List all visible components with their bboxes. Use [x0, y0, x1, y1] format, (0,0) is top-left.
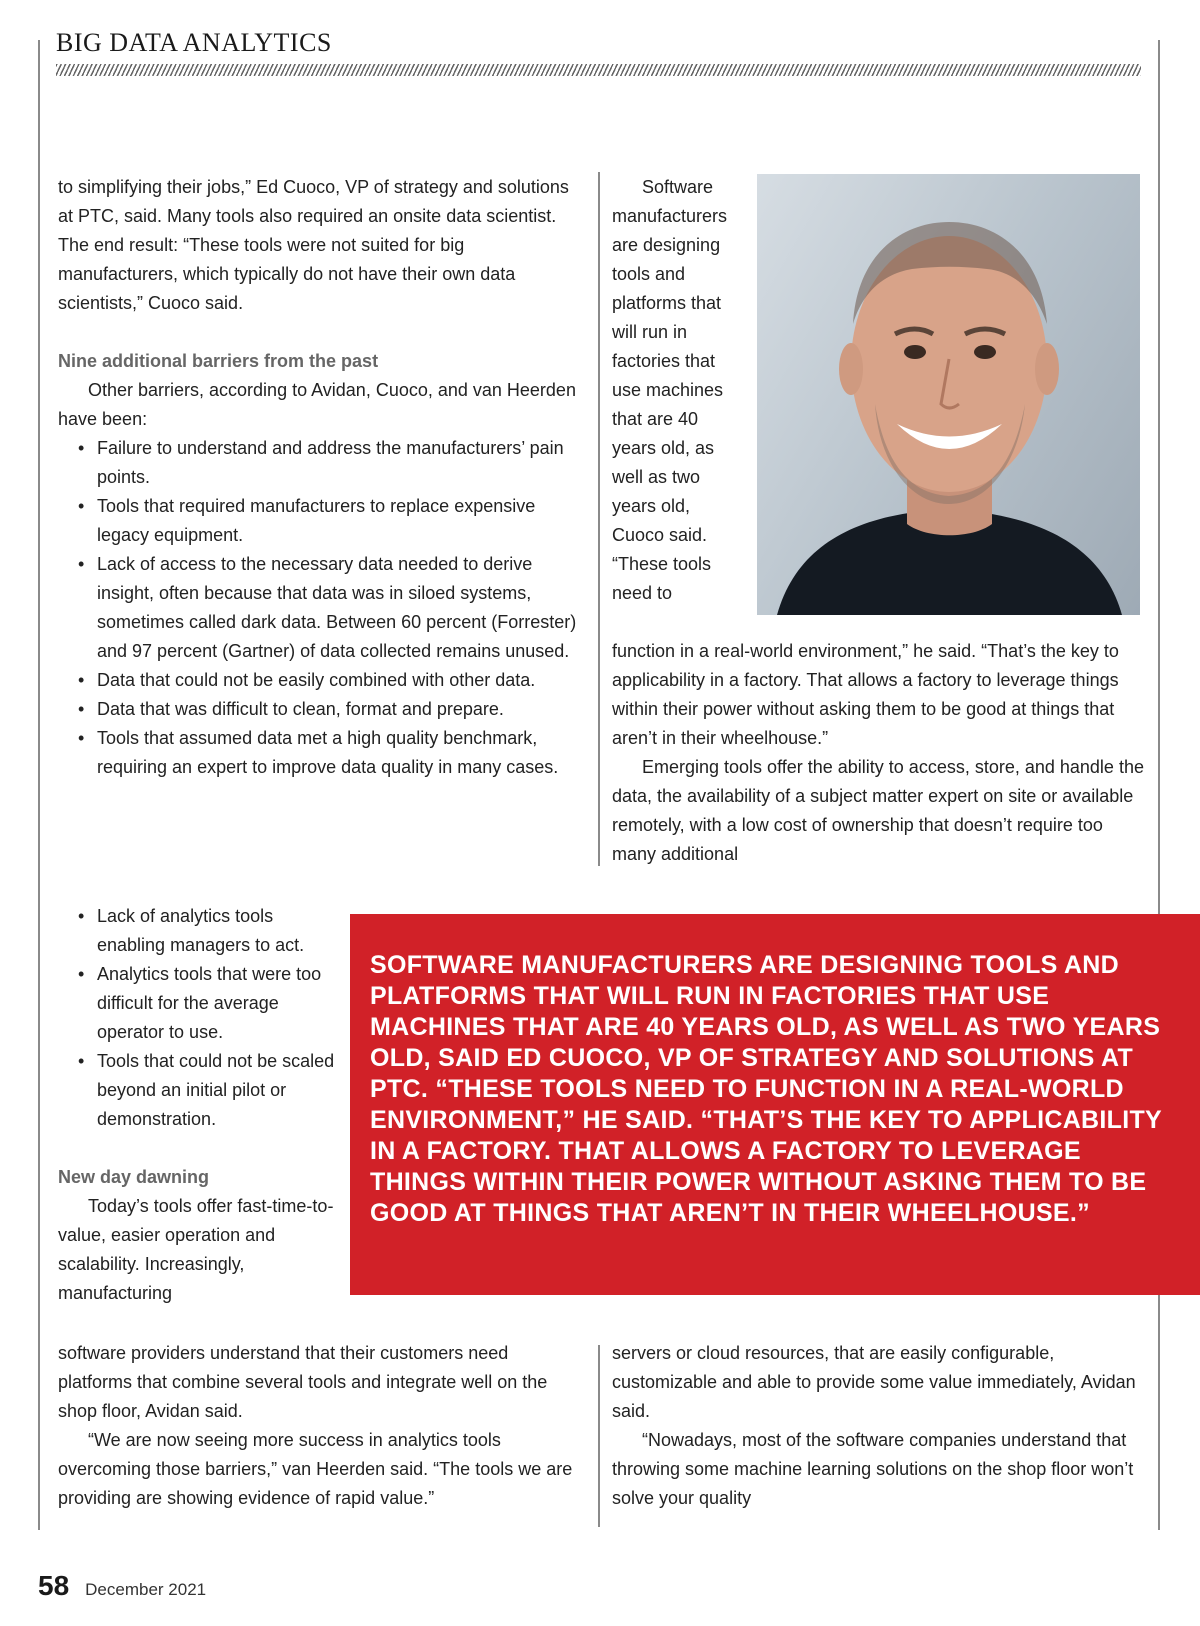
paragraph: “We are now seeing more success in analytics tools overcoming those barriers,” van Heerden said. “The tools we are providing are showing evidence of rapid value.”: [58, 1430, 573, 1508]
paragraph: Other barriers, according to Avidan, Cuoco, and van Heerden have been:: [58, 380, 576, 429]
pull-quote-text: SOFTWARE MANUFACTURERS ARE DESIGNING TOOLS AND PLATFORMS THAT WILL RUN IN FACTORIES THAT USE MACHINES THAT ARE 40 YEARS OLD, AS WELL AS TWO YEARS OLD, SAID ED CUOCO, VP OF STRATEGY AND SOLUTIONS AT PTC. “THESE TOOLS NEED TO FUNCTION IN A REAL-WORLD ENVIRONMENT,” HE SAID. “THAT’S THE KEY TO APPLICABILITY IN A FACTORY. THAT ALLOWS A FACTORY TO LEVERAGE THINGS WITHIN THEIR POWER WITHOUT ASKING THEM TO BE GOOD AT THINGS THAT AREN’T IN THEIR WHEELHOUSE.”: [370, 951, 1162, 1227]
paragraph: Emerging tools offer the ability to access, store, and handle the data, the availability of a subject matter expert on site or available remotely, with a low cost of ownership that doesn’t require too many additional: [612, 757, 1144, 864]
list-item: • Tools that assumed data met a high quality benchmark, requiring an expert to improve data quality in many cases.: [58, 724, 586, 782]
list-item: • Lack of analytics tools enabling managers to act.: [58, 902, 338, 960]
paragraph: Today’s tools offer fast-time-to-value, easier operation and scalability. Increasingly, manufacturing: [58, 1196, 334, 1303]
page-number: 58: [38, 1570, 70, 1601]
column-2-wide: [612, 637, 1144, 869]
right-margin-rule: [1158, 40, 1160, 1530]
paragraph: Software manufacturers are designing tools and platforms that will run in factories that use machines that are 40 years old, as well as two years old, Cuoco said. “These tools need to: [612, 177, 728, 603]
paragraph: servers or cloud resources, that are easily configurable, customizable and able to provide some value immediately, Avidan said.: [612, 1343, 1136, 1421]
list-item: • Tools that could not be scaled beyond an initial pilot or demonstration.: [58, 1047, 338, 1134]
page-footer: [38, 1570, 206, 1602]
section-header: [56, 30, 1141, 76]
list-item: • Lack of access to the necessary data needed to derive insight, often because that data was in siloed systems, sometimes called dark data. Between 60 percent (Forrester) and 97 percent (Gartner) of data collected remains unused.: [58, 550, 586, 666]
column-1-top: [58, 173, 586, 782]
paragraph: to simplifying their jobs,” Ed Cuoco, VP of strategy and solutions at PTC, said. Many tools also required an onsite data scientist. The end result: “These tools were not suited for big manufacturers, which typically do not have their own data scientists,” Cuoco said.: [58, 177, 569, 313]
left-margin-rule: [38, 40, 40, 1530]
column-1-narrow: [58, 902, 338, 1308]
column-2-narrow: [612, 173, 747, 608]
barrier-list-continued: [58, 902, 338, 1134]
list-item: • Tools that required manufacturers to replace expensive legacy equipment.: [58, 492, 586, 550]
section-title: BIG DATA ANALYTICS: [56, 28, 332, 57]
issue-date: December 2021: [85, 1580, 207, 1599]
paragraph: “Nowadays, most of the software companies understand that throwing some machine learning solutions on the shop floor won’t solve your quality: [612, 1430, 1134, 1508]
portrait-illustration: [757, 174, 1140, 615]
hatched-rule: [56, 64, 1141, 76]
paragraph: function in a real-world environment,” he said. “That’s the key to applicability in a factory. That allows a factory to leverage things within their power without asking them to be good at things that aren’t in their wheelhouse.”: [612, 641, 1119, 748]
subhead-new-day: New day dawning: [58, 1167, 210, 1187]
pull-quote-box: [350, 914, 1200, 1295]
subhead-barriers: Nine additional barriers from the past: [58, 351, 379, 371]
column-divider-top: [598, 172, 600, 866]
list-item: • Data that was difficult to clean, format and prepare.: [58, 695, 586, 724]
barrier-list: [58, 434, 586, 782]
list-item: • Data that could not be easily combined with other data.: [58, 666, 586, 695]
column-1-bottom: [58, 1339, 586, 1513]
list-item: • Failure to understand and address the manufacturers’ pain points.: [58, 434, 586, 492]
list-item: • Analytics tools that were too difficult for the average operator to use.: [58, 960, 338, 1047]
column-2-bottom: [612, 1339, 1144, 1513]
paragraph: software providers understand that their customers need platforms that combine several tools and integrate well on the shop floor, Avidan said.: [58, 1343, 548, 1421]
portrait-photo: [757, 174, 1140, 615]
column-divider-bottom: [598, 1345, 600, 1527]
